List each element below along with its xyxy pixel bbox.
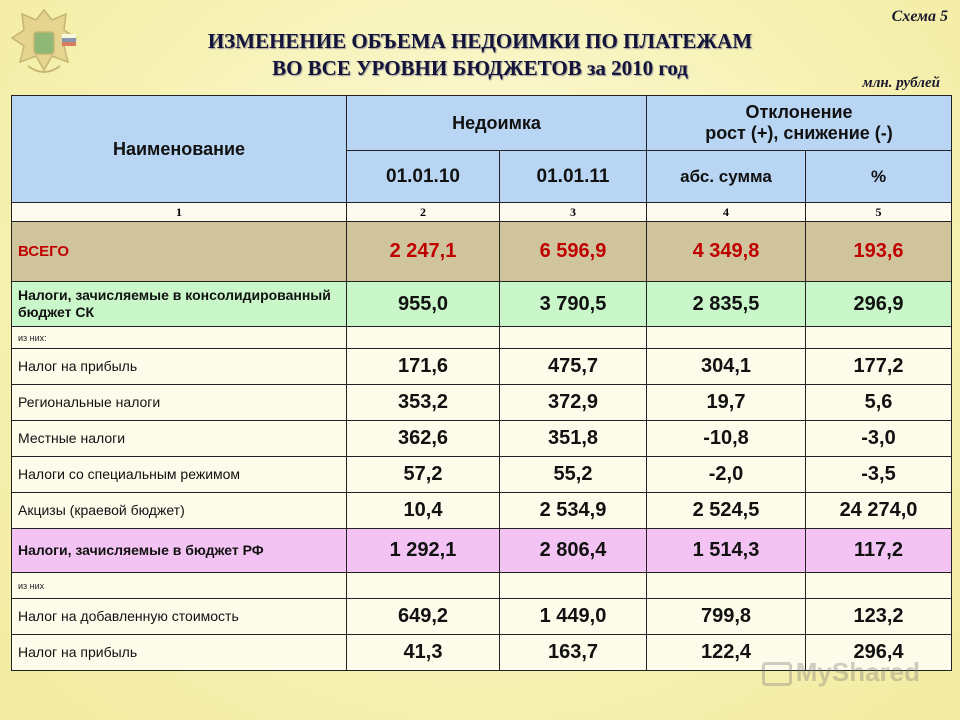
header-date-2011: 01.01.11	[500, 151, 647, 203]
value-percent: 123,2	[806, 599, 952, 635]
value-2011: 3 790,5	[500, 282, 647, 327]
presentation-icon	[762, 662, 792, 686]
column-number: 5	[806, 203, 952, 222]
table-row	[12, 385, 952, 421]
value-abs: 122,4	[647, 635, 806, 671]
value-2010: 649,2	[347, 599, 500, 635]
row-label: Налоги, зачисляемые в бюджет РФ	[12, 529, 347, 573]
value-2011: 163,7	[500, 635, 647, 671]
value-percent: 5,6	[806, 385, 952, 421]
scheme-label: Схема 5	[891, 8, 948, 25]
value-percent: 296,9	[806, 282, 952, 327]
row-label: Налог на добавленную стоимость	[12, 599, 347, 635]
column-number: 2	[347, 203, 500, 222]
row-label: из них:	[12, 327, 347, 349]
table-row	[12, 457, 952, 493]
row-label: Акцизы (краевой бюджет)	[12, 493, 347, 529]
value-percent: 24 274,0	[806, 493, 952, 529]
page-title-line1: ИЗМЕНЕНИЕ ОБЪЕМА НЕДОИМКИ ПО ПЛАТЕЖАМ	[207, 29, 753, 53]
value-2011: 475,7	[500, 349, 647, 385]
units-label: млн. рублей	[862, 75, 940, 91]
value-abs: 799,8	[647, 599, 806, 635]
header-date-2010: 01.01.10	[347, 151, 500, 203]
value-percent: 193,6	[806, 222, 952, 282]
column-number: 1	[12, 203, 347, 222]
table-row	[12, 529, 952, 573]
page-title-line2: ВО ВСЕ УРОВНИ БЮДЖЕТОВ за 2010 год	[272, 56, 688, 80]
value-2011: 1 449,0	[500, 599, 647, 635]
row-label: Налоги со специальным режимом	[12, 457, 347, 493]
table-row-subheading	[12, 573, 952, 599]
value-2011: 2 806,4	[500, 529, 647, 573]
header-abs-sum: абс. сумма	[647, 151, 806, 203]
row-label: Региональные налоги	[12, 385, 347, 421]
value-2010: 955,0	[347, 282, 500, 327]
row-label: Налог на прибыль	[12, 349, 347, 385]
header-name: Наименование	[12, 96, 347, 203]
value-abs: 2 835,5	[647, 282, 806, 327]
watermark	[762, 657, 920, 688]
value-2010: 353,2	[347, 385, 500, 421]
row-label: Местные налоги	[12, 421, 347, 457]
row-label: ВСЕГО	[12, 222, 347, 282]
value-2011: 351,8	[500, 421, 647, 457]
value-2011: 6 596,9	[500, 222, 647, 282]
row-label: из них	[12, 573, 347, 599]
value-abs: 4 349,8	[647, 222, 806, 282]
value-2011: 372,9	[500, 385, 647, 421]
row-label: Налог на прибыль	[12, 635, 347, 671]
table-row	[12, 349, 952, 385]
row-label: Налоги, зачисляемые в консолидированный бюджет СК	[12, 282, 347, 327]
value-2010: 1 292,1	[347, 529, 500, 573]
value-percent: 296,4	[806, 635, 952, 671]
value-percent: 117,2	[806, 529, 952, 573]
table-row	[12, 493, 952, 529]
table-row	[12, 599, 952, 635]
header-arrears: Недоимка	[347, 96, 647, 151]
value-abs: 1 514,3	[647, 529, 806, 573]
value-abs: -2,0	[647, 457, 806, 493]
table-row	[12, 282, 952, 327]
value-abs: 19,7	[647, 385, 806, 421]
value-2011: 55,2	[500, 457, 647, 493]
coat-of-arms-icon	[6, 4, 82, 84]
column-number: 4	[647, 203, 806, 222]
value-abs: -10,8	[647, 421, 806, 457]
header-deviation	[647, 96, 952, 151]
arrears-table	[11, 95, 952, 671]
value-2010: 10,4	[347, 493, 500, 529]
value-abs: 304,1	[647, 349, 806, 385]
value-2010: 41,3	[347, 635, 500, 671]
column-number: 3	[500, 203, 647, 222]
header-deviation-line2: рост (+), снижение (-)	[705, 123, 893, 143]
value-2010: 2 247,1	[347, 222, 500, 282]
value-2010: 362,6	[347, 421, 500, 457]
value-2010: 171,6	[347, 349, 500, 385]
value-abs: 2 524,5	[647, 493, 806, 529]
value-2011: 2 534,9	[500, 493, 647, 529]
value-percent: -3,5	[806, 457, 952, 493]
value-percent: -3,0	[806, 421, 952, 457]
table-row	[12, 421, 952, 457]
value-2010: 57,2	[347, 457, 500, 493]
header-deviation-line1: Отклонение	[745, 102, 853, 122]
table-row-subheading	[12, 327, 952, 349]
value-percent: 177,2	[806, 349, 952, 385]
header-percent: %	[806, 151, 952, 203]
table-row-total	[12, 222, 952, 282]
watermark-text: MyShared	[795, 657, 920, 687]
